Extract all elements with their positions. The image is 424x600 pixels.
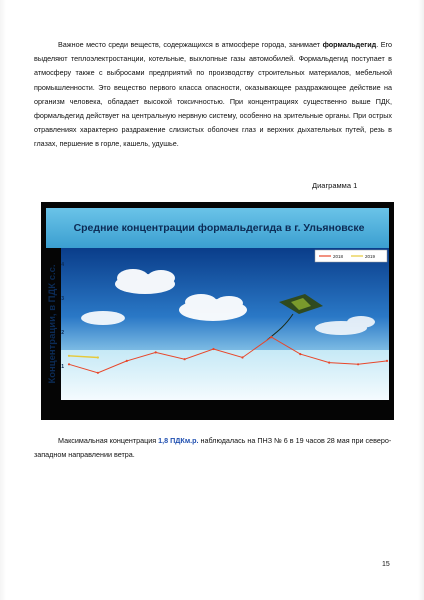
caption-value: 1,8 <box>158 436 169 445</box>
data-point-2018 <box>270 336 272 338</box>
caption-text-start: Максимальная концентрация <box>58 436 159 445</box>
data-point-2018 <box>155 351 157 353</box>
chart-frame <box>41 202 394 420</box>
data-point-2018 <box>68 363 70 365</box>
chart <box>41 202 394 420</box>
intro-paragraph <box>34 38 392 152</box>
data-point-2018 <box>299 353 301 355</box>
legend-label-2018: 2018 <box>333 254 344 259</box>
data-point-2018 <box>126 360 128 362</box>
intro-bold-term: формальдегид <box>322 40 377 49</box>
data-point-2018 <box>241 356 243 358</box>
data-point-2018 <box>328 362 330 364</box>
data-point-2018 <box>212 348 214 350</box>
y-tick-label: 1 <box>61 364 64 370</box>
data-point-2018 <box>184 358 186 360</box>
data-point-2018 <box>357 363 359 365</box>
chart-legend <box>315 250 387 262</box>
intro-text-start: Важное место среди веществ, содержащихся в атмосфере города, занимает <box>58 40 323 49</box>
caption-unit: ПДКм.р. <box>170 436 199 445</box>
data-point-2019 <box>68 355 70 357</box>
sea-band <box>61 350 389 400</box>
caption-text-end: наблюдалась на ПНЗ № 6 в 19 часов 28 мая при северо-западном направлении ветра. <box>34 436 392 460</box>
y-tick-label: 3 <box>61 296 64 302</box>
data-point-2018 <box>97 372 99 374</box>
cloud-center <box>179 294 247 321</box>
page-number: 15 <box>382 561 390 568</box>
y-axis-label: Концентрации, в ПДК с.с. <box>47 264 58 384</box>
data-point-2019 <box>97 356 99 358</box>
intro-text-rest: . Его выделяют теплоэлектростанции, котельные, выхлопные газы автомобилей. Формальдегид поступает в атмосферу также с выбросами предприятий по производству строительных материалов, мебельной промышленности. Это вещество первого класса опасности, оказывающее раздражающее действие на организм человека, обладает высокой токсичностью. При концентрациях существенно выше ПДК, формальдегид действует на центральную нервную систему, особенно на зрительные органы. При острых отравлениях характерно раздражение слизистых оболочек глаз и верхних дыхательных путей, резь в глазах, першение в горле, кашель, удушье. <box>34 40 393 149</box>
cloud-left <box>115 269 175 294</box>
chart-title: Средние концентрации формальдегида в г. Ульяновске <box>73 222 365 234</box>
data-point-2018 <box>386 360 388 362</box>
y-tick-label: 4 <box>61 262 64 268</box>
legend-label-2019: 2019 <box>365 254 376 259</box>
diagram-label: Диаграмма 1 <box>312 181 358 190</box>
y-tick-label: 2 <box>61 330 64 336</box>
caption-paragraph <box>34 434 392 462</box>
cloud-far-left <box>81 311 125 325</box>
